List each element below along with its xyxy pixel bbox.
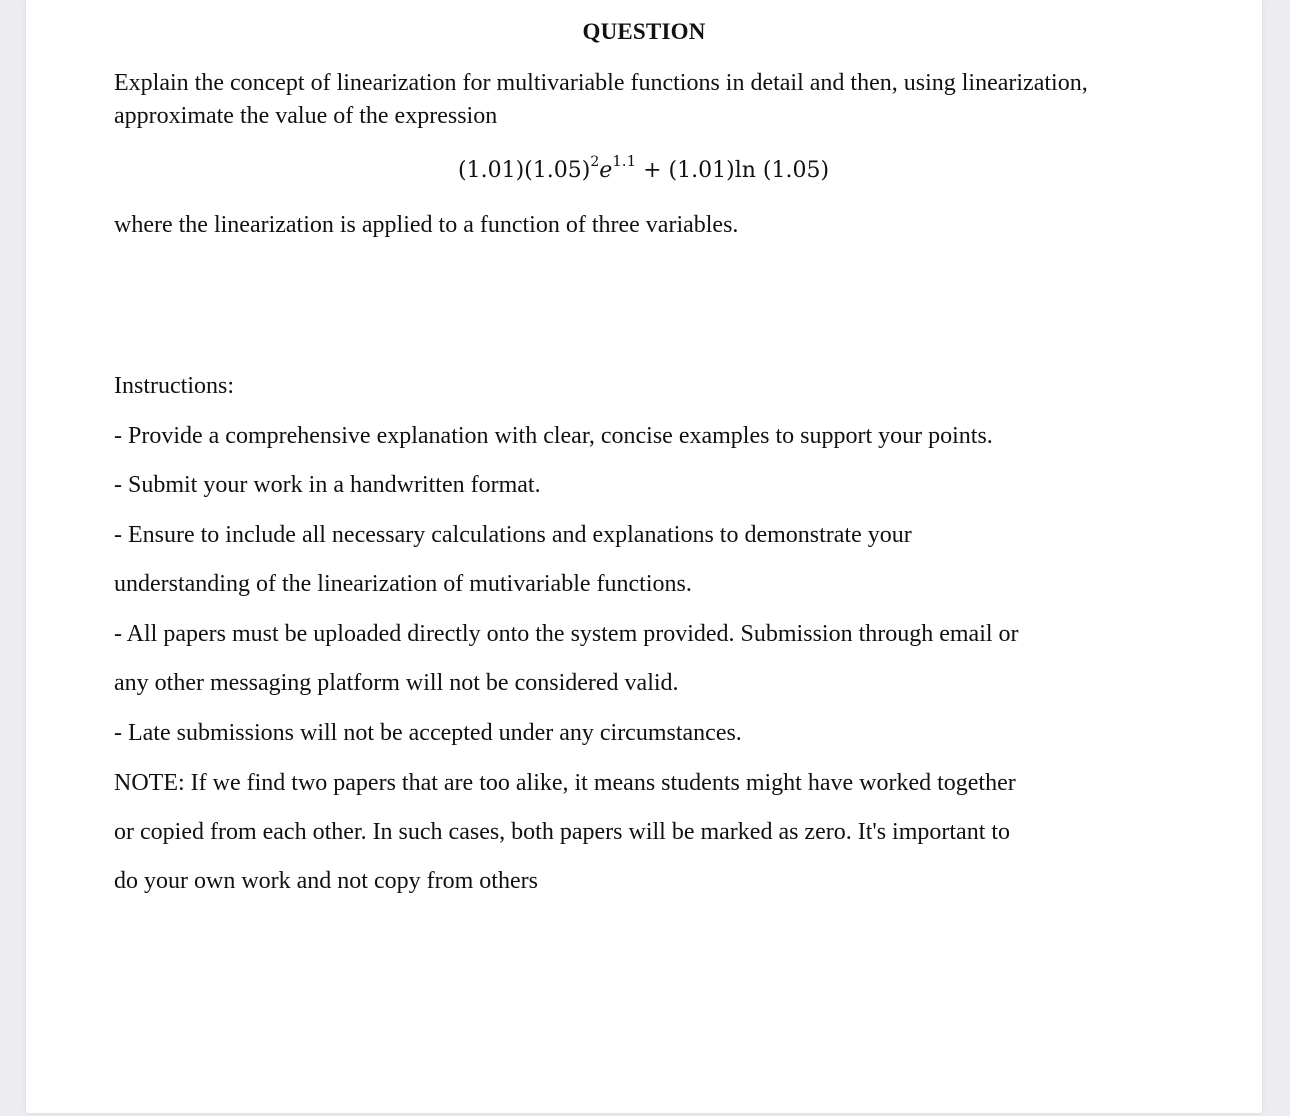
note-line: NOTE: If we find two papers that are too alike, it means students might have worked together — [114, 770, 1016, 796]
formula-e: e — [599, 158, 613, 183]
after-formula-text: where the linearization is applied to a function of three variables. — [114, 212, 739, 238]
document-page — [26, 0, 1262, 1113]
instruction-line: - Late submissions will not be accepted under any circumstances. — [114, 720, 742, 746]
formula-square: 2 — [590, 153, 600, 170]
instruction-line: understanding of the linearization of mutivariable functions. — [114, 571, 692, 597]
prompt-line-2: approximate the value of the expression — [114, 103, 498, 129]
instruction-line: - Provide a comprehensive explanation with clear, concise examples to support your points. — [114, 423, 993, 449]
formula-exponent: 1.1 — [612, 151, 637, 170]
instructions-heading: Instructions: — [114, 373, 234, 399]
instruction-line: - Ensure to include all necessary calculations and explanations to demonstrate your — [114, 522, 912, 548]
math-expression — [458, 151, 830, 183]
page-title: QUESTION — [582, 19, 706, 44]
prompt-line-1: Explain the concept of linearization for multivariable functions in detail and then, using linearization, — [114, 70, 1088, 96]
instruction-line: any other messaging platform will not be considered valid. — [114, 670, 679, 696]
note-line: do your own work and not copy from others — [114, 868, 538, 894]
formula-part-2: + (1.01)ln (1.05) — [636, 158, 830, 183]
instruction-line: - All papers must be uploaded directly onto the system provided. Submission through email or — [114, 621, 1019, 647]
note-line: or copied from each other. In such cases, both papers will be marked as zero. It's important to — [114, 819, 1011, 845]
instruction-line: - Submit your work in a handwritten format. — [114, 472, 541, 498]
formula-part-1: (1.01)(1.05) — [458, 158, 591, 183]
